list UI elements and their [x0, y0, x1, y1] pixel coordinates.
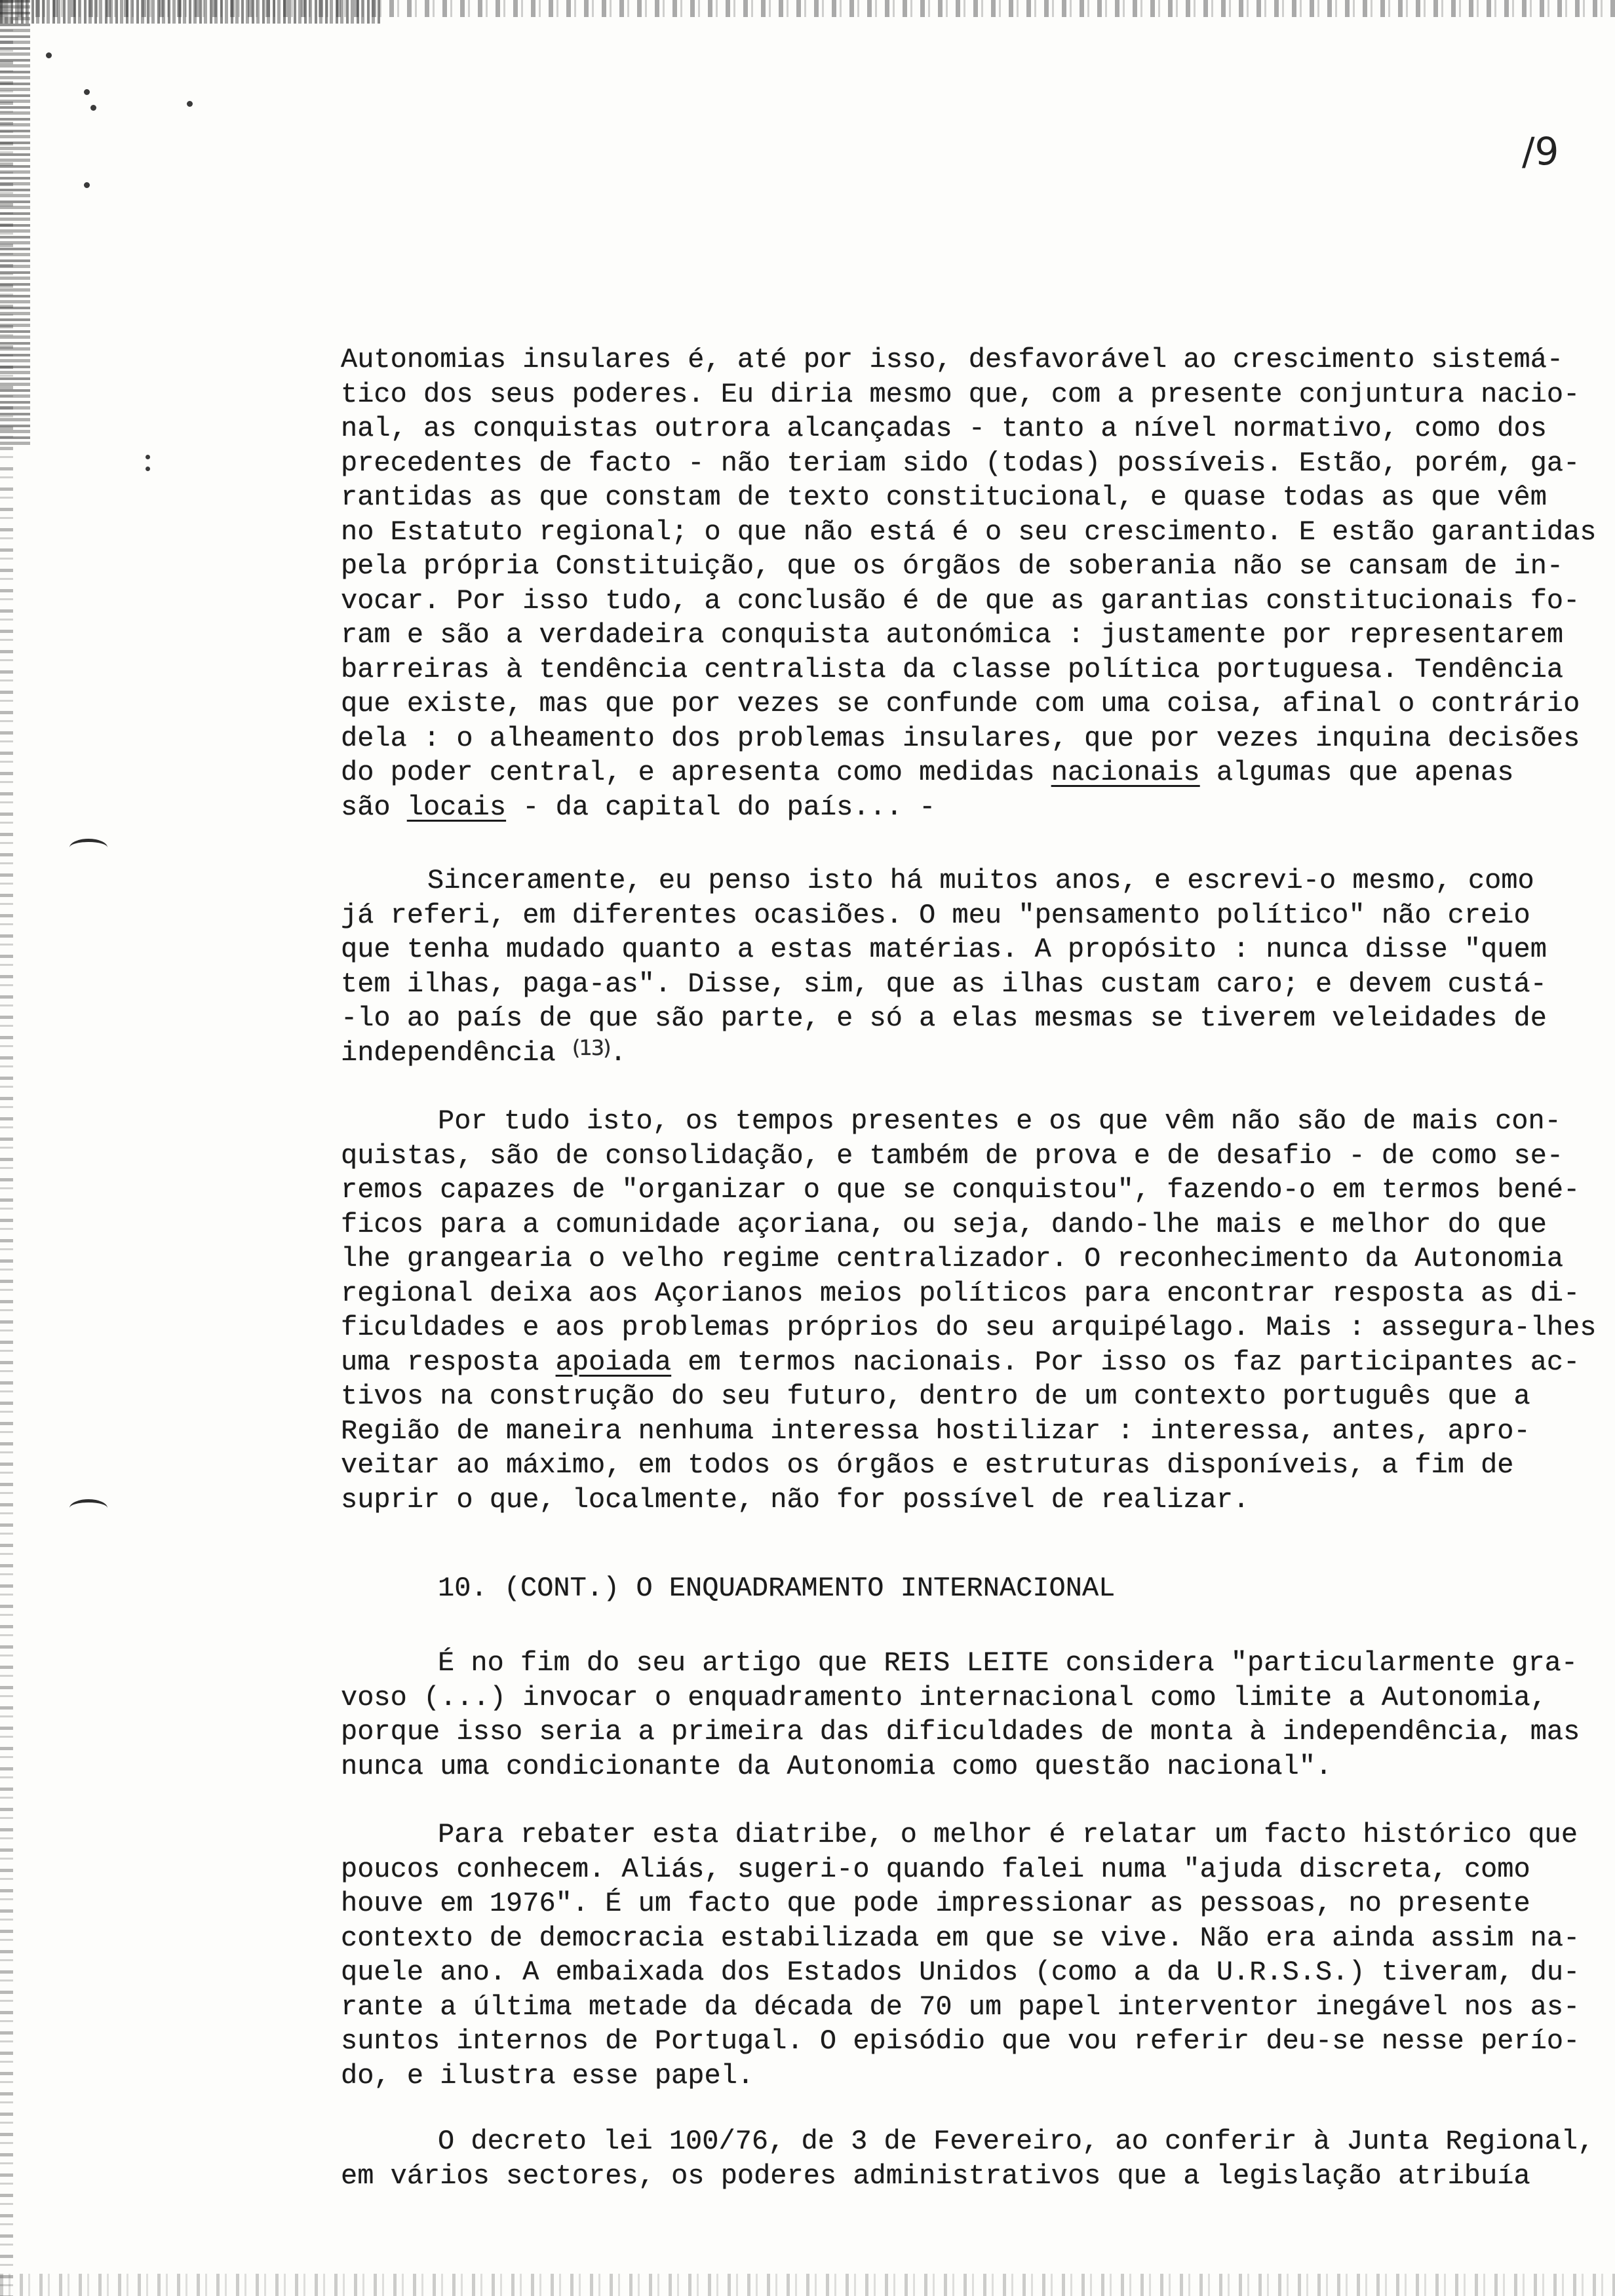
text-line: dela : o alheamento dos problemas insulares, que por vezes inquina decisões — [341, 722, 1580, 754]
text-line: poucos conhecem. Aliás, sugeri-o quando falei numa "ajuda discreta, como — [341, 1853, 1530, 1885]
text-line: vocar. Por isso tudo, a conclusão é de que as garantias constitucionais fo- — [341, 584, 1580, 617]
text-line: que existe, mas que por vezes se confunde com uma coisa, afinal o contrário — [341, 688, 1580, 719]
text-line: precedentes de facto - não teriam sido (todas) possíveis. Estão, porém, ga- — [341, 447, 1580, 479]
text-segment: independência — [341, 1037, 572, 1069]
text-line: ficos para a comunidade açoriana, ou seja, dando-lhe mais e melhor do que — [341, 1208, 1547, 1240]
margin-dot — [84, 89, 90, 95]
paragraph — [341, 1646, 1606, 1784]
text-line — [341, 1036, 1606, 1071]
paragraph — [341, 2124, 1606, 2193]
text-line: porque isso seria a primeira das dificuldades de monta à independência, mas — [341, 1716, 1580, 1748]
text-line: É no fim do seu artigo que REIS LEITE considera "particularmente gra- — [438, 1647, 1578, 1679]
text-line: tico dos seus poderes. Eu diria mesmo que, com a presente conjuntura nacio- — [341, 378, 1580, 410]
text-line: Autonomias insulares é, até por isso, desfavorável ao crescimento sistemá- — [341, 344, 1564, 375]
paragraph — [341, 864, 1606, 1070]
text-line: do, e ilustra esse papel. — [341, 2059, 754, 2092]
text-line: lhe grangearia o velho regime centralizador. O reconhecimento da Autonomia — [341, 1243, 1564, 1274]
text-line: houve em 1976". É um facto que pode impressionar as pessoas, no presente — [341, 1888, 1530, 1919]
text-line: veitar ao máximo, em todos os órgãos e estruturas disponíveis, a fim de — [341, 1449, 1514, 1481]
section-heading: 10. (CONT.) O ENQUADRAMENTO INTERNACIONAL — [438, 1573, 1116, 1604]
text-line: Região de maneira nenhuma interessa hostilizar : interessa, antes, apro- — [341, 1415, 1530, 1447]
text-line: em vários sectores, os poderes administrativos que a legislação atribuía — [341, 2160, 1530, 2192]
page-number: /9 — [1522, 129, 1559, 174]
text-line: rantidas as que constam de texto constitucional, e quase todas as que vêm — [341, 482, 1547, 513]
margin-arc-mark — [69, 1499, 107, 1517]
scan-noise-bottom — [0, 2274, 1615, 2296]
paragraph — [341, 1104, 1606, 1517]
margin-dot — [90, 105, 96, 111]
text-line: nunca uma condicionante da Autonomia como questão nacional". — [341, 1750, 1333, 1782]
text-segment: do poder central, e apresenta como medidas — [341, 757, 1051, 788]
text-segment: . — [610, 1037, 627, 1069]
footnote-ref: (13) — [572, 1035, 610, 1060]
paragraph — [341, 1818, 1606, 2093]
scan-noise-corner — [0, 0, 380, 24]
text-line: já referi, em diferentes ocasiões. O meu "pensamento político" não creio — [341, 899, 1530, 931]
text-segment: - da capital do país... - — [506, 791, 936, 823]
margin-dot — [84, 182, 90, 188]
text-line: O decreto lei 100/76, de 3 de Fevereiro, ao conferir à Junta Regional, — [438, 2126, 1595, 2157]
text-line: ram e são a verdadeira conquista autonómica : justamente por representarem — [341, 619, 1564, 651]
margin-dot — [146, 467, 150, 471]
text-line: que tenha mudado quanto a estas matérias. A propósito : nunca disse "quem — [341, 934, 1547, 965]
text-line: regional deixa aos Açorianos meios políticos para encontrar resposta as di- — [341, 1277, 1580, 1309]
text-line: suprir o que, localmente, não for possível de realizar. — [341, 1483, 1250, 1516]
text-line: remos capazes de "organizar o que se conquistou", fazendo-o em termos bené- — [341, 1174, 1580, 1206]
text-segment: uma resposta — [341, 1346, 556, 1378]
text-line: Por tudo isto, os tempos presentes e os que vêm não são de mais con- — [438, 1105, 1561, 1137]
margin-dot — [187, 101, 193, 107]
text-line: ficuldades e aos problemas próprios do seu arquipélago. Mais : assegura-lhes — [341, 1312, 1597, 1343]
text-line: Para rebater esta diatribe, o melhor é relatar um facto histórico que — [438, 1819, 1578, 1850]
underlined-word: nacionais — [1051, 757, 1200, 788]
text-line — [341, 756, 1606, 790]
paragraph — [341, 343, 1606, 824]
text-segment: são — [341, 791, 407, 823]
text-line: tivos na construção do seu futuro, dentro de um contexto português que a — [341, 1381, 1530, 1412]
margin-dot — [46, 52, 52, 58]
margin-arc-mark — [69, 839, 107, 856]
text-line: contexto de democracia estabilizada em que se vive. Não era ainda assim na- — [341, 1922, 1580, 1954]
underlined-word: locais — [406, 791, 507, 823]
text-line: -lo ao país de que são parte, e só a elas mesmas se tiverem veleidades de — [341, 1003, 1547, 1034]
text-line: no Estatuto regional; o que não está é o seu crescimento. E estão garantidas — [341, 516, 1597, 548]
text-segment: em termos nacionais. Por isso os faz participantes ac- — [671, 1346, 1580, 1378]
text-line: tem ilhas, paga-as". Disse, sim, que as ilhas custam caro; e devem custá- — [341, 968, 1547, 1000]
text-line: pela própria Constituição, que os órgãos de soberania não se cansam de in- — [341, 550, 1564, 582]
scan-noise-left-top — [0, 0, 30, 446]
text-line — [341, 790, 1606, 825]
text-line: quistas, são de consolidação, e também de prova e de desafio - de como se- — [341, 1139, 1564, 1172]
text-line — [341, 1345, 1606, 1380]
underlined-word: apoiada — [555, 1346, 672, 1378]
text-line: suntos internos de Portugal. O episódio que vou referir deu-se nesse perío- — [341, 2025, 1580, 2057]
text-segment: algumas que apenas — [1199, 757, 1514, 788]
text-line: barreiras à tendência centralista da classe política portuguesa. Tendência — [341, 653, 1564, 685]
section — [341, 1571, 1606, 1606]
text-line: voso (...) invocar o enquadramento internacional como limite a Autonomia, — [341, 1681, 1547, 1713]
margin-dot — [146, 455, 150, 459]
text-line: Sinceramente, eu penso isto há muitos anos, e escrevi-o mesmo, como — [427, 865, 1534, 896]
text-line: nal, as conquistas outrora alcançadas - tanto a nível normativo, como dos — [341, 413, 1547, 444]
text-line: rante a última metade da década de 70 um papel interventor inegável nos as- — [341, 1991, 1580, 2023]
text-line: quele ano. A embaixada dos Estados Unidos (como a da U.R.S.S.) tiveram, du- — [341, 1957, 1580, 1988]
